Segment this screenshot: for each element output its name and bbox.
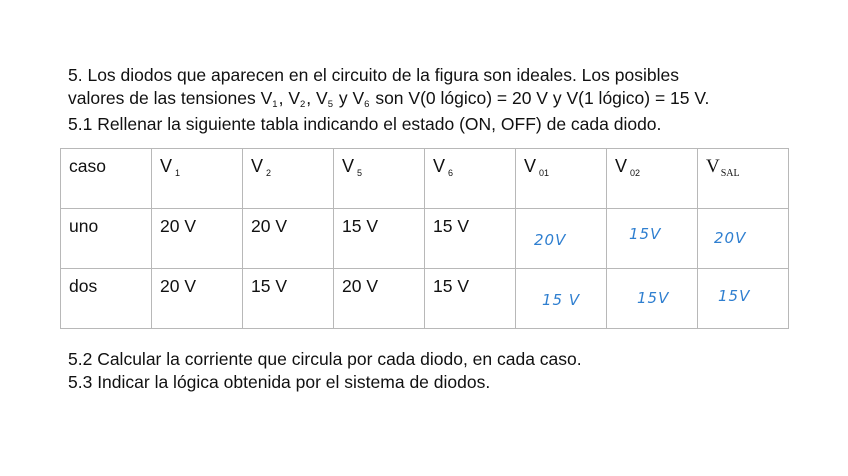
diode-state-table xyxy=(60,148,789,329)
header-v1: V $_1$ xyxy=(152,149,243,209)
handwritten-answer: 15V xyxy=(629,225,662,243)
cell-v02 xyxy=(607,209,698,269)
subscript: 1 xyxy=(272,99,278,110)
table-row xyxy=(61,209,789,269)
handwritten-answer: 15 V xyxy=(542,291,581,309)
text-fragment: valores de las tensiones V xyxy=(68,88,273,108)
cell-v01 xyxy=(516,209,607,269)
cell-v1: 20 V xyxy=(152,209,243,269)
cell-v01 xyxy=(516,269,607,329)
table-header-row xyxy=(61,149,789,209)
header-caso: caso xyxy=(61,149,152,209)
handwritten-answer: 15V xyxy=(718,287,751,305)
text-fragment: y V xyxy=(334,88,365,108)
text-fragment: , V xyxy=(306,88,328,108)
handwritten-answer: 15V xyxy=(637,289,670,307)
handwritten-answer: 20V xyxy=(534,231,567,249)
cell-v2: 15 V xyxy=(243,269,334,329)
header-v2: V $_2$ xyxy=(243,149,334,209)
cell-v6: 15 V xyxy=(425,269,516,329)
task-5-2: 5.2 Calcular la corriente que circula por cada diodo, en cada caso. xyxy=(68,349,582,369)
header-v02: V $_{02}$ xyxy=(607,149,698,209)
table-row xyxy=(61,269,789,329)
handwritten-answer: 20V xyxy=(714,229,747,247)
cell-v2: 20 V xyxy=(243,209,334,269)
subscript: 5 xyxy=(327,99,333,110)
problem-statement-line-2 xyxy=(68,87,709,116)
cell-v5: 15 V xyxy=(334,209,425,269)
task-5-3: 5.3 Indicar la lógica obtenida por el sistema de diodos. xyxy=(68,372,491,392)
subscript: 6 xyxy=(364,99,370,110)
cell-v1: 20 V xyxy=(152,269,243,329)
header-vsal: $V_{SAL}$ xyxy=(698,149,789,209)
text-fragment: , V xyxy=(278,88,300,108)
cell-caso: uno xyxy=(61,209,152,269)
problem-statement-line-1: 5. Los diodos que aparecen en el circuito de la figura son ideales. Los posibles xyxy=(68,65,679,85)
header-v01: V $_{01}$ xyxy=(516,149,607,209)
subscript: 2 xyxy=(300,99,306,110)
text-fragment: son V(0 lógico) = 20 V y V(1 lógico) = 15 V. xyxy=(370,88,710,108)
header-v5: V $_5$ xyxy=(334,149,425,209)
cell-caso: dos xyxy=(61,269,152,329)
task-5-1: 5.1 Rellenar la siguiente tabla indicando el estado (ON, OFF) de cada diodo. xyxy=(68,114,662,134)
cell-v5: 20 V xyxy=(334,269,425,329)
cell-vsal xyxy=(698,269,789,329)
cell-vsal xyxy=(698,209,789,269)
header-v6: V $_6$ xyxy=(425,149,516,209)
cell-v6: 15 V xyxy=(425,209,516,269)
cell-v02 xyxy=(607,269,698,329)
